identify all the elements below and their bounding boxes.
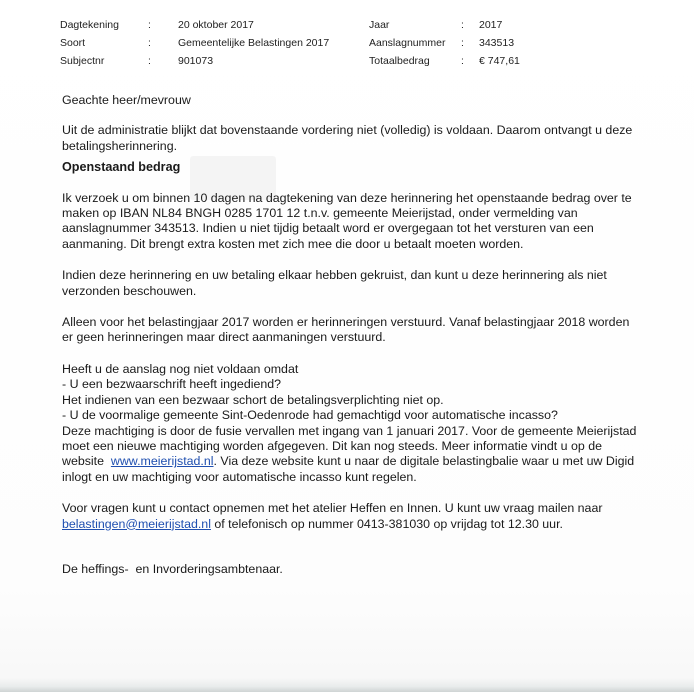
meta-colon: : bbox=[148, 55, 151, 67]
letter-body bbox=[62, 93, 682, 577]
meta-row-jaar bbox=[369, 16, 520, 34]
paragraph-line: inlogt en uw machtiging voor automatische incasso kunt regelen. bbox=[62, 469, 417, 484]
paragraph-line: moet een nieuwe machtiging worden afgegeven. Dit kan nog steeds. Meer informatie vindt u op de bbox=[62, 438, 603, 453]
intro-line: Uit de administratie blijkt dat bovenstaande vordering niet (volledig) is voldaan. Daarom ontvangt u deze bbox=[62, 123, 633, 138]
line-text: of telefonisch op nummer 0413-381030 op vrijdag tot 12.30 uur. bbox=[210, 516, 563, 531]
line-text: . Via deze website kunt u naar de digitale belastingbalie waar u met uw Digid bbox=[213, 454, 635, 469]
meta-value: 343513 bbox=[479, 37, 515, 49]
meta-value: 2017 bbox=[479, 19, 503, 31]
meta-label: Soort bbox=[60, 37, 86, 49]
paragraph-line: aanslagnummer 343513. Indien u niet tijdig betaalt word er overgegaan tot het versturen van een bbox=[62, 221, 594, 236]
paragraph-line: - U de voormalige gemeente Sint-Oedenrode had gemachtigd voor automatische incasso? bbox=[62, 408, 558, 423]
paragraph-line: aanmaning. Dit brengt extra kosten met zich mee die door u betaalt moeten worden. bbox=[62, 236, 524, 251]
meta-colon: : bbox=[461, 37, 464, 49]
paragraph-line: Voor vragen kunt u contact opnemen met het atelier Heffen en Innen. U kunt uw vraag mailen naar bbox=[62, 501, 603, 516]
meta-label: Totaalbedrag bbox=[369, 55, 430, 67]
intro-line: betalingsherinnering. bbox=[62, 138, 178, 153]
paragraph-line: Heeft u de aanslag nog niet voldaan omdat bbox=[62, 361, 299, 376]
meta-value: 901073 bbox=[178, 55, 214, 67]
paragraph-line: Alleen voor het belastingjaar 2017 worden er herinneringen verstuurd. Vanaf belastingjaar 2018 worden bbox=[62, 315, 630, 330]
meta-colon: : bbox=[148, 37, 151, 49]
meta-row-soort bbox=[60, 34, 329, 52]
meta-colon: : bbox=[461, 19, 464, 31]
paragraph-line: Het indienen van een bezwaar schort de betalingsverplichting niet op. bbox=[62, 392, 444, 407]
meta-row-aanslagnummer bbox=[369, 34, 520, 52]
meta-left-table bbox=[60, 16, 329, 70]
meta-value: Gemeentelijke Belastingen 2017 bbox=[178, 37, 330, 49]
paragraph-line: er geen herinneringen maar direct aanmaningen verstuurd. bbox=[62, 330, 386, 345]
meta-label: Subjectnr bbox=[60, 55, 105, 67]
meta-value: € 747,61 bbox=[479, 55, 520, 67]
meta-label: Aanslagnummer bbox=[369, 37, 446, 49]
paragraph-line: maken op IBAN NL84 BNGH 0285 1701 12 t.n.v. gemeente Meierijstad, onder vermelding van bbox=[62, 206, 578, 221]
meta-label: Dagtekening bbox=[60, 19, 119, 31]
scan-bottom-edge bbox=[0, 678, 694, 692]
salutation: Geachte heer/mevrouw bbox=[62, 93, 191, 107]
paragraph-line: Ik verzoek u om binnen 10 dagen na dagtekening van deze herinnering het openstaande bedrag over te bbox=[62, 190, 632, 205]
meta-row-totaalbedrag bbox=[369, 52, 520, 70]
meta-right-table bbox=[369, 16, 520, 70]
paragraph-line bbox=[62, 454, 682, 469]
section-heading: Openstaand bedrag bbox=[62, 160, 181, 175]
website-link[interactable]: www.meierijstad.nl bbox=[110, 454, 214, 469]
meta-label: Jaar bbox=[369, 19, 390, 31]
meta-value: 20 oktober 2017 bbox=[178, 19, 254, 31]
meta-colon: : bbox=[461, 55, 464, 67]
line-text: website bbox=[62, 454, 111, 469]
paragraph-line: Indien deze herinnering en uw betaling elkaar hebben gekruist, dan kunt u deze herinnering als niet bbox=[62, 268, 607, 283]
paragraph-line: - U een bezwaarschrift heeft ingediend? bbox=[62, 377, 282, 392]
closing-signature: De heffings- en Invorderingsambtenaar. bbox=[62, 561, 283, 576]
paragraph-line: Deze machtiging is door de fusie vervallen met ingang van 1 januari 2017. Voor de gemeente Meierijstad bbox=[62, 423, 637, 438]
meta-row-subjectnr bbox=[60, 52, 329, 70]
email-link[interactable]: belastingen@meierijstad.nl bbox=[62, 516, 211, 531]
paragraph-line bbox=[62, 517, 682, 532]
meta-row-dagtekening bbox=[60, 16, 329, 34]
paragraph-line: verzonden beschouwen. bbox=[62, 283, 197, 298]
meta-colon: : bbox=[148, 19, 151, 31]
